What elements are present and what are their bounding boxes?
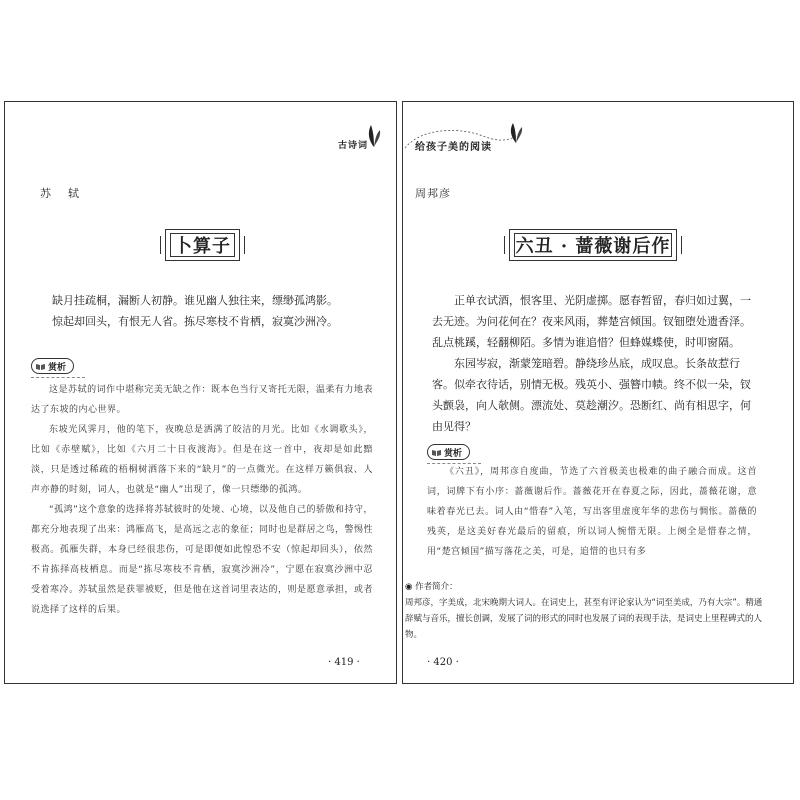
appreciation-paragraph: 这是苏轼的词作中堪称完美无缺之作：既本色当行又寄托无限，温柔有力地表达了东坡的内心世界。 (31, 385, 373, 415)
poem-author: 苏 轼 (40, 187, 82, 200)
appreciation-label: 赏析 (48, 362, 67, 373)
appreciation-text (427, 462, 757, 562)
book-icon (432, 449, 441, 456)
running-header: 给孩子美的阅读 (415, 142, 492, 153)
left-page (4, 101, 397, 684)
poem-title-frame (165, 229, 240, 261)
appreciation-badge (31, 358, 74, 374)
bio-heading: ◉ 作者简介： (405, 582, 458, 592)
poem-line: 缺月挂疏桐，漏断人初静。谁见幽人独往来，缥缈孤鸿影。 (52, 294, 338, 307)
appreciation-badge (427, 444, 470, 460)
appreciation-paragraph: “孤鸿”这个意象的选择将苏轼彼时的处境、心境，以及他自己的骄傲和持守，都充分地表现了出来：鸿雁高飞，是高远之志的象征；同时也是群居之鸟，警惕性极高。孤雁失群，本身已经很悲伤，可是即便如此惶恐不安（惊起却回头），依然不肯拣择高枝栖息。而是“拣尽寒枝不肯栖，寂寞沙洲冷”，宁愿在寂寞沙洲中忍受着寒冷。苏轼虽然是获罪被贬，但是他在这首词里表达的，则是愿意承担，或者说选择了这样的后果。 (31, 505, 374, 615)
poem-author: 周邦彦 (415, 187, 451, 200)
poem-body (52, 290, 372, 332)
butterfly-icon (507, 121, 525, 145)
page-number: · 420 · (427, 657, 459, 668)
right-page (402, 101, 794, 684)
running-header: 古诗词 (338, 141, 369, 151)
book-icon (36, 363, 45, 370)
butterfly-icon (365, 123, 383, 149)
poem-paragraph: 正单衣试酒，恨客里、光阴虚掷。愿春暂留，春归如过翼，一去无迹。为问花何在？夜来风雨，葬楚宫倾国。钗钿堕处遗香泽。乱点桃蹊，轻翻柳陌。多情为谁追惜？但蜂媒蝶使，时叩窗隔。 (432, 294, 751, 349)
author-bio (405, 579, 767, 643)
appreciation-label: 赏析 (444, 448, 463, 459)
appreciation-paragraph: 东坡光风霁月，他的笔下，夜晚总是洒满了皎洁的月光。比如《水调歌头》，比如《赤壁赋》，比如《六月二十日夜渡海》。但是在这一首中，夜却是如此黯淡，只是透过稀疏的梧桐树洒落下来的“缺月”的一点微光。在这样万籁俱寂、人声亦静的时刻，词人，也就是“幽人”出现了，像一只缥缈的孤鸿。 (31, 425, 373, 495)
poem-title: 卜算子 (170, 233, 235, 257)
appreciation-text (31, 380, 373, 620)
page-number: · 419 · (328, 657, 360, 668)
poem-body (432, 290, 760, 437)
poem-title: 六丑 · 蔷薇谢后作 (514, 233, 672, 257)
poem-line: 惊起却回头，有恨无人省。拣尽寒枝不肯栖，寂寞沙洲冷。 (52, 315, 338, 328)
divider (31, 377, 85, 378)
poem-paragraph: 东园岑寂，渐蒙笼暗碧。静绕珍丛底，成叹息。长条故惹行客。似牵衣待话，别情无极。残英小、强簪巾帻。终不似一朵，钗头颤袅，向人欹侧。漂流处、莫趁潮汐。恐断红、尚有相思字，何由见得？ (432, 357, 751, 433)
bio-text: 周邦彦，字美成，北宋晚期大词人。在词史上，甚至有评论家认为“词至美成，乃有大宗”。精通辞赋与音乐，擅长创调，发展了词的形式的同时也发展了词的表现手法，是词史上里程碑式的人物。 (405, 598, 763, 640)
poem-title-frame (509, 229, 677, 261)
appreciation-paragraph: 《六丑》，周邦彦自度曲，节选了六首极美也极难的曲子融合而成。这首词，词牌下有小序：蔷薇谢后作。蔷薇花开在春夏之际，因此，蔷薇花谢，意味着春光已去。词人由“惜春”入笔，写出客里虚度年华的悲伤与惆怅。蔷薇的残英，是这美好春光最后的留痕，所以词人惋惜无限。上阕全是惜春之情，用“楚宫倾国”描写落花之美，可是，追惜的也只有多 (427, 467, 757, 557)
